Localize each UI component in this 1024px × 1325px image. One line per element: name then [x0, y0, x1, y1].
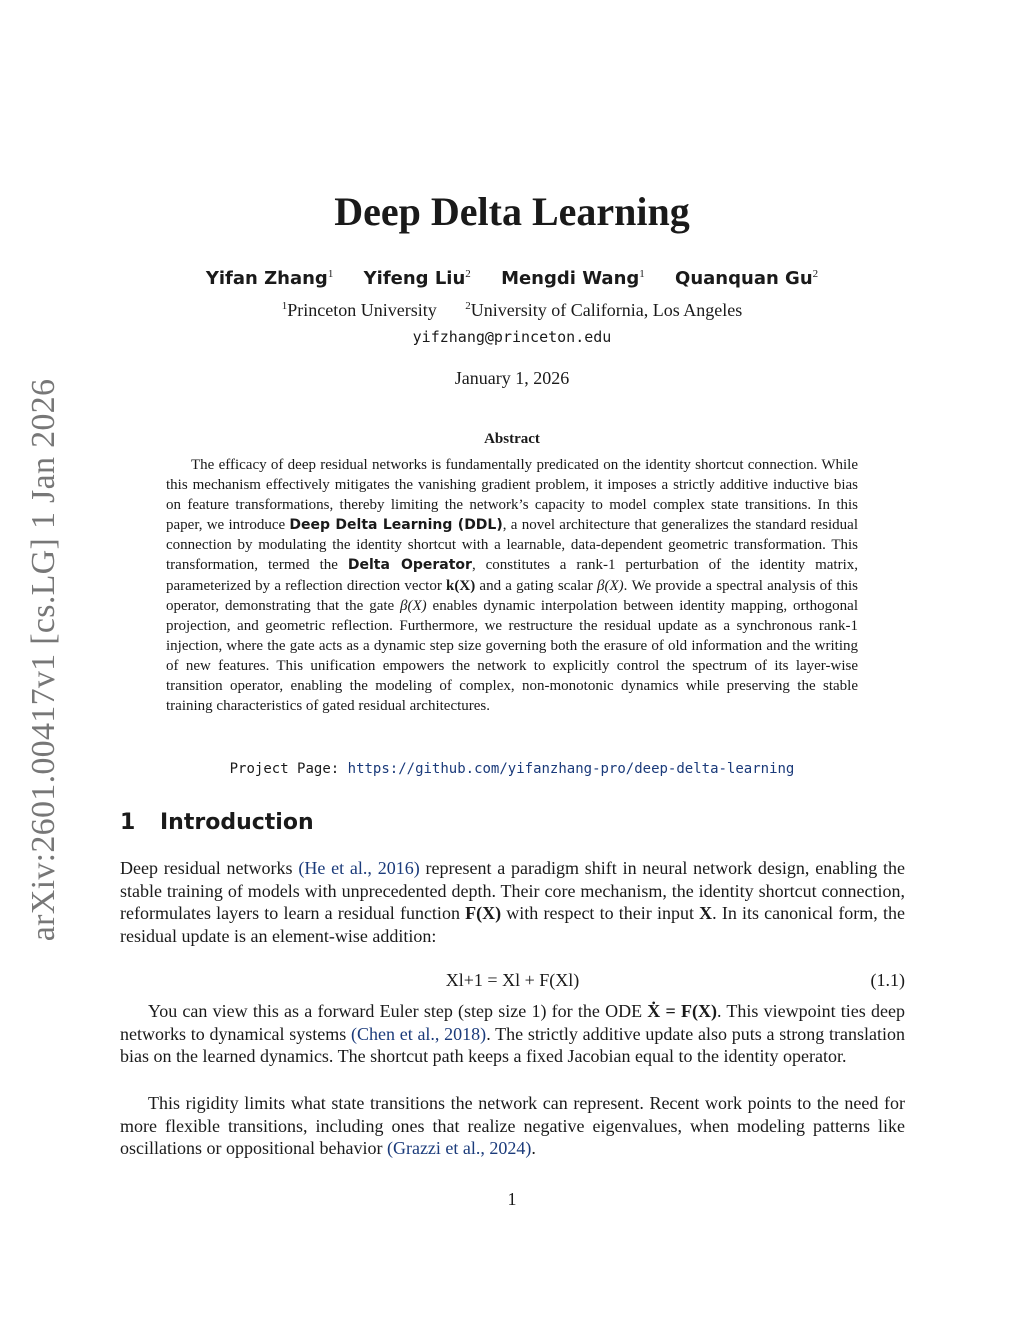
equation-number: (1.1): [870, 970, 905, 990]
residual-function-symbol: F(X): [465, 903, 502, 924]
abstract-heading: Abstract: [484, 431, 540, 447]
section-heading-introduction: [120, 810, 314, 835]
affiliation-mark: 1: [281, 300, 288, 312]
author-name: Yifeng Liu: [363, 268, 466, 289]
section-title: Introduction: [160, 810, 314, 835]
citation-chen-2018[interactable]: (Chen et al., 2018): [350, 1023, 487, 1044]
delta-operator-term: Delta Operator: [347, 557, 472, 574]
abstract-segment: enables dynamic interpolation between identity mapping, orthogonal projection, and geometric reflection. Furthermore, we restructure the residual update as a synchronous rank-1 injection, where the gate acts as a dynamic step size governing both the erasure of old information and the writing of new features. This unification empowers the network to explicitly control the spectrum of its layer-wise transition operator, enabling the modeling of complex, non-monotonic dynamics while preserving the stable training characteristics of gated residual architectures.: [166, 597, 858, 715]
affiliation-mark: 2: [465, 300, 471, 312]
paragraph-segment: You can view this as a forward Euler step (step size 1) for the ODE: [148, 1001, 648, 1021]
paragraph-segment: represent a paradigm shift in neural network design, enabling the stable training of models with unprecedented depth. Their core mechanism, the identity shortcut connection, reformulates layers to learn a residual function: [120, 858, 905, 924]
page-number: 1: [507, 1189, 517, 1209]
author-affil-mark: 1: [639, 268, 645, 280]
author-affil-mark: 2: [812, 268, 819, 280]
project-page-line: [0, 761, 1024, 777]
paragraph-segment: . The strictly additive update also puts a strong translation bias on the learned dynamics. The shortcut path keeps a fixed Jacobian equal to the identity operator.: [120, 1023, 906, 1067]
beta-symbol: β(X): [597, 577, 624, 594]
abstract-text: [166, 455, 858, 716]
affiliation-2: [465, 300, 742, 320]
equation-body: Xl+1 = Xl + F(Xl): [445, 970, 580, 990]
intro-paragraph-3: [120, 1092, 905, 1160]
author-affil-mark: 2: [465, 268, 471, 280]
section-number: 1: [120, 810, 136, 835]
author-name: Mengdi Wang: [501, 268, 640, 289]
affiliation-name: University of California, Los Angeles: [470, 300, 743, 320]
project-page-link[interactable]: https://github.com/yifanzhang-pro/deep-delta-learning: [347, 761, 795, 777]
intro-paragraph-2: [120, 1000, 905, 1068]
abstract-segment: The efficacy of deep residual networks is fundamentally predicated on the identity shortcut connection. While this mechanism effectively mitigates the vanishing gradient problem, it imposes a strictly additive inductive bias on feature transformations, thereby limiting the network’s capacity to model complex state transitions. In this paper, we introduce: [166, 457, 858, 534]
ode-expression: Ẋ = F(X): [647, 1001, 717, 1021]
paragraph-segment: with respect to their input: [501, 903, 700, 924]
abstract-segment: , constitutes a rank-1 perturbation of the identity matrix, parameterized by a reflection direction vector: [166, 557, 859, 594]
intro-paragraph-1: [120, 857, 905, 948]
contact-email[interactable]: yifzhang@princeton.edu: [412, 328, 612, 346]
publication-date: January 1, 2026: [454, 368, 570, 388]
abstract-segment: , a novel architecture that generalizes the standard residual connection by modulating the identity shortcut with a learnable, data-dependent geometric transformation. This transformation, termed the: [166, 517, 858, 574]
paragraph-segment: .: [531, 1138, 536, 1159]
author-list: [0, 268, 1024, 289]
beta-symbol: β(X): [400, 597, 427, 614]
abstract-segment: and a gating scalar: [475, 577, 597, 594]
citation-he-2016[interactable]: (He et al., 2016): [298, 858, 420, 878]
author-2: [364, 268, 471, 289]
author-4: [675, 268, 818, 289]
input-symbol: X: [699, 903, 713, 924]
abstract-segment: . We provide a spectral analysis of this operator, demonstrating that the gate: [166, 577, 858, 614]
author-3: [501, 268, 645, 289]
ddl-term: Deep Delta Learning (DDL): [289, 517, 503, 534]
affiliation-name: Princeton University: [287, 300, 437, 320]
paragraph-segment: This rigidity limits what state transitions the network can represent. Recent work points to the need for more flexible transitions, including ones that realize negative eigenvalues, when modeling patterns like oscillations or oppositional behavior: [120, 1093, 905, 1159]
paragraph-segment: . This viewpoint ties deep networks to dynamical systems: [120, 1001, 905, 1044]
paper-title: Deep Delta Learning: [334, 189, 690, 234]
author-name: Quanquan Gu: [675, 268, 813, 289]
author-name: Yifan Zhang: [205, 268, 328, 289]
author-affil-mark: 1: [327, 268, 334, 280]
arxiv-sidebar-stamp: arXiv:2601.00417v1 [cs.LG] 1 Jan 2026: [25, 378, 62, 942]
paragraph-segment: . In its canonical form, the residual update is an element-wise addition:: [120, 903, 905, 947]
project-page-label: Project Page:: [229, 761, 340, 777]
affiliation-list: [0, 300, 1024, 321]
citation-grazzi-2024[interactable]: (Grazzi et al., 2024): [386, 1138, 532, 1159]
paragraph-segment: Deep residual networks: [120, 858, 299, 878]
affiliation-1: [282, 300, 437, 320]
k-vector-symbol: k(X): [446, 577, 476, 594]
author-1: [206, 268, 333, 289]
